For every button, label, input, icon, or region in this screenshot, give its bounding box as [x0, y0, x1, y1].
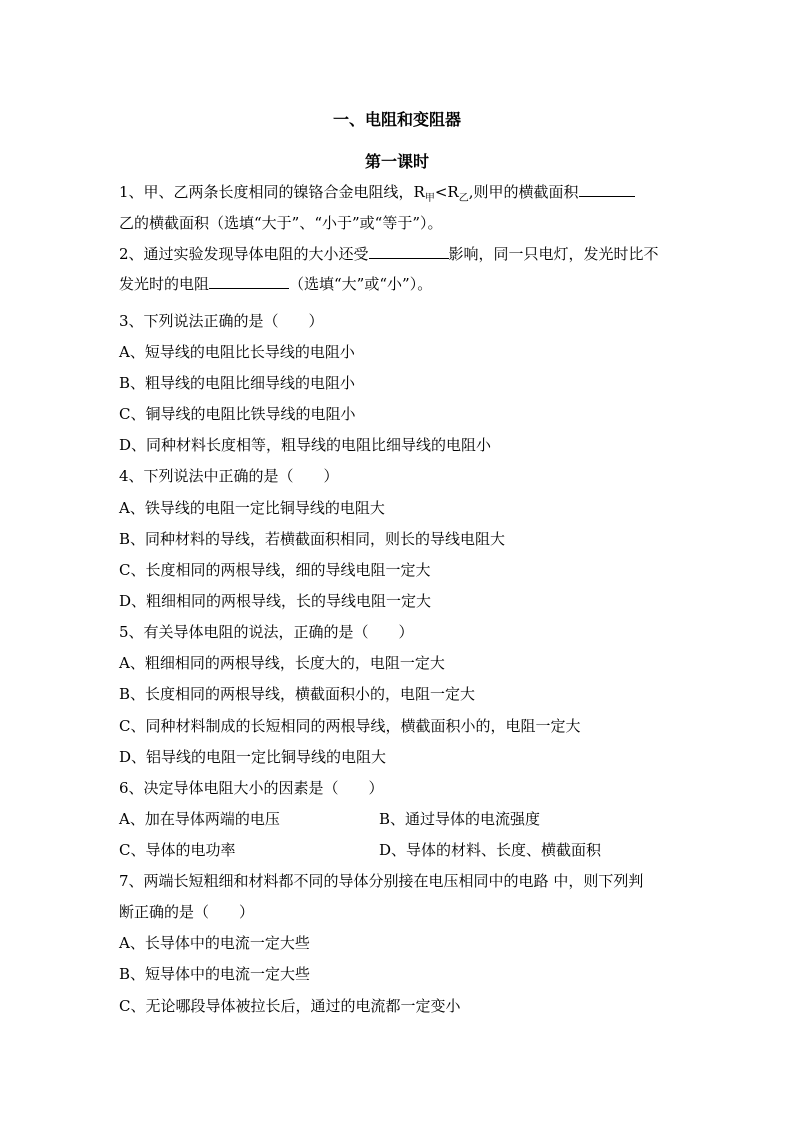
question-6-option-c: C、导体的电功率 — [119, 841, 236, 859]
question-1-line-2: 乙的横截面积（选填“大于”、“小于”或“等于”）。 — [119, 214, 443, 232]
question-4-option-a: A、铁导线的电阻一定比铜导线的电阻大 — [119, 499, 385, 517]
question-6-option-d: D、导体的材料、长度、横截面积 — [379, 841, 602, 859]
answer-blank[interactable] — [369, 244, 449, 259]
question-6-options-row-1 — [119, 809, 679, 829]
question-7-stem-line-2: 断正确的是（ ） — [119, 903, 255, 921]
answer-blank[interactable] — [579, 182, 635, 197]
question-2-line-1: 2、通过实验发现导体电阻的大小还受 影响，同一只电灯，发光时比不 — [119, 245, 659, 263]
question-5-stem: 5、有关导体电阻的说法，正确的是（ ） — [119, 623, 414, 641]
document-title: 一、电阻和变阻器 — [332, 110, 461, 129]
question-3-option-b: B、粗导线的电阻比细导线的电阻小 — [119, 374, 356, 392]
question-6-option-b: B、通过导体的电流强度 — [379, 810, 541, 828]
question-7-stem-line-1: 7、两端长短粗细和材料都不同的导体分别接在电压相同中的电路 中，则下列判 — [119, 872, 644, 890]
question-5-option-a: A、粗细相同的两根导线，长度大的，电阻一定大 — [119, 654, 445, 672]
question-5-option-b: B、长度相同的两根导线，横截面积小的，电阻一定大 — [119, 685, 476, 703]
question-3-option-a: A、短导线的电阻比长导线的电阻小 — [119, 343, 355, 361]
question-6-stem: 6、决定导体电阻大小的因素是（ ） — [119, 779, 384, 797]
question-4-option-b: B、同种材料的导线，若横截面积相同，则长的导线电阻大 — [119, 530, 506, 548]
question-7-option-a: A、长导体中的电流一定大些 — [119, 934, 310, 952]
answer-blank[interactable] — [209, 274, 289, 289]
question-6-option-a: A、加在导体两端的电压 — [119, 810, 280, 828]
question-7-option-c: C、无论哪段导体被拉长后，通过的电流都一定变小 — [119, 997, 461, 1015]
question-1-line-1: 1、甲、乙两条长度相同的镍铬合金电阻线，$R_甲<R_乙$,则甲的横截面积 — [119, 182, 635, 209]
question-7-option-b: B、短导体中的电流一定大些 — [119, 965, 311, 983]
question-3-option-c: C、铜导线的电阻比铁导线的电阻小 — [119, 405, 356, 423]
question-5-option-d: D、铝导线的电阻一定比铜导线的电阻大 — [119, 748, 387, 766]
question-4-option-c: C、长度相同的两根导线，细的导线电阻一定大 — [119, 561, 431, 579]
question-3-option-d: D、同种材料长度相等，粗导线的电阻比细导线的电阻小 — [119, 436, 492, 454]
question-5-option-c: C、同种材料制成的长短相同的两根导线，横截面积小的，电阻一定大 — [119, 717, 581, 735]
question-4-stem: 4、下列说法中正确的是（ ） — [119, 467, 339, 485]
question-4-option-d: D、粗细相同的两根导线，长的导线电阻一定大 — [119, 592, 432, 610]
question-3-stem: 3、下列说法正确的是（ ） — [119, 312, 324, 330]
document-subtitle: 第一课时 — [364, 152, 429, 171]
question-6-options-row-2 — [119, 840, 679, 860]
question-2-line-2: 发光时的电阻 （选填“大”或“小”）。 — [119, 275, 433, 293]
